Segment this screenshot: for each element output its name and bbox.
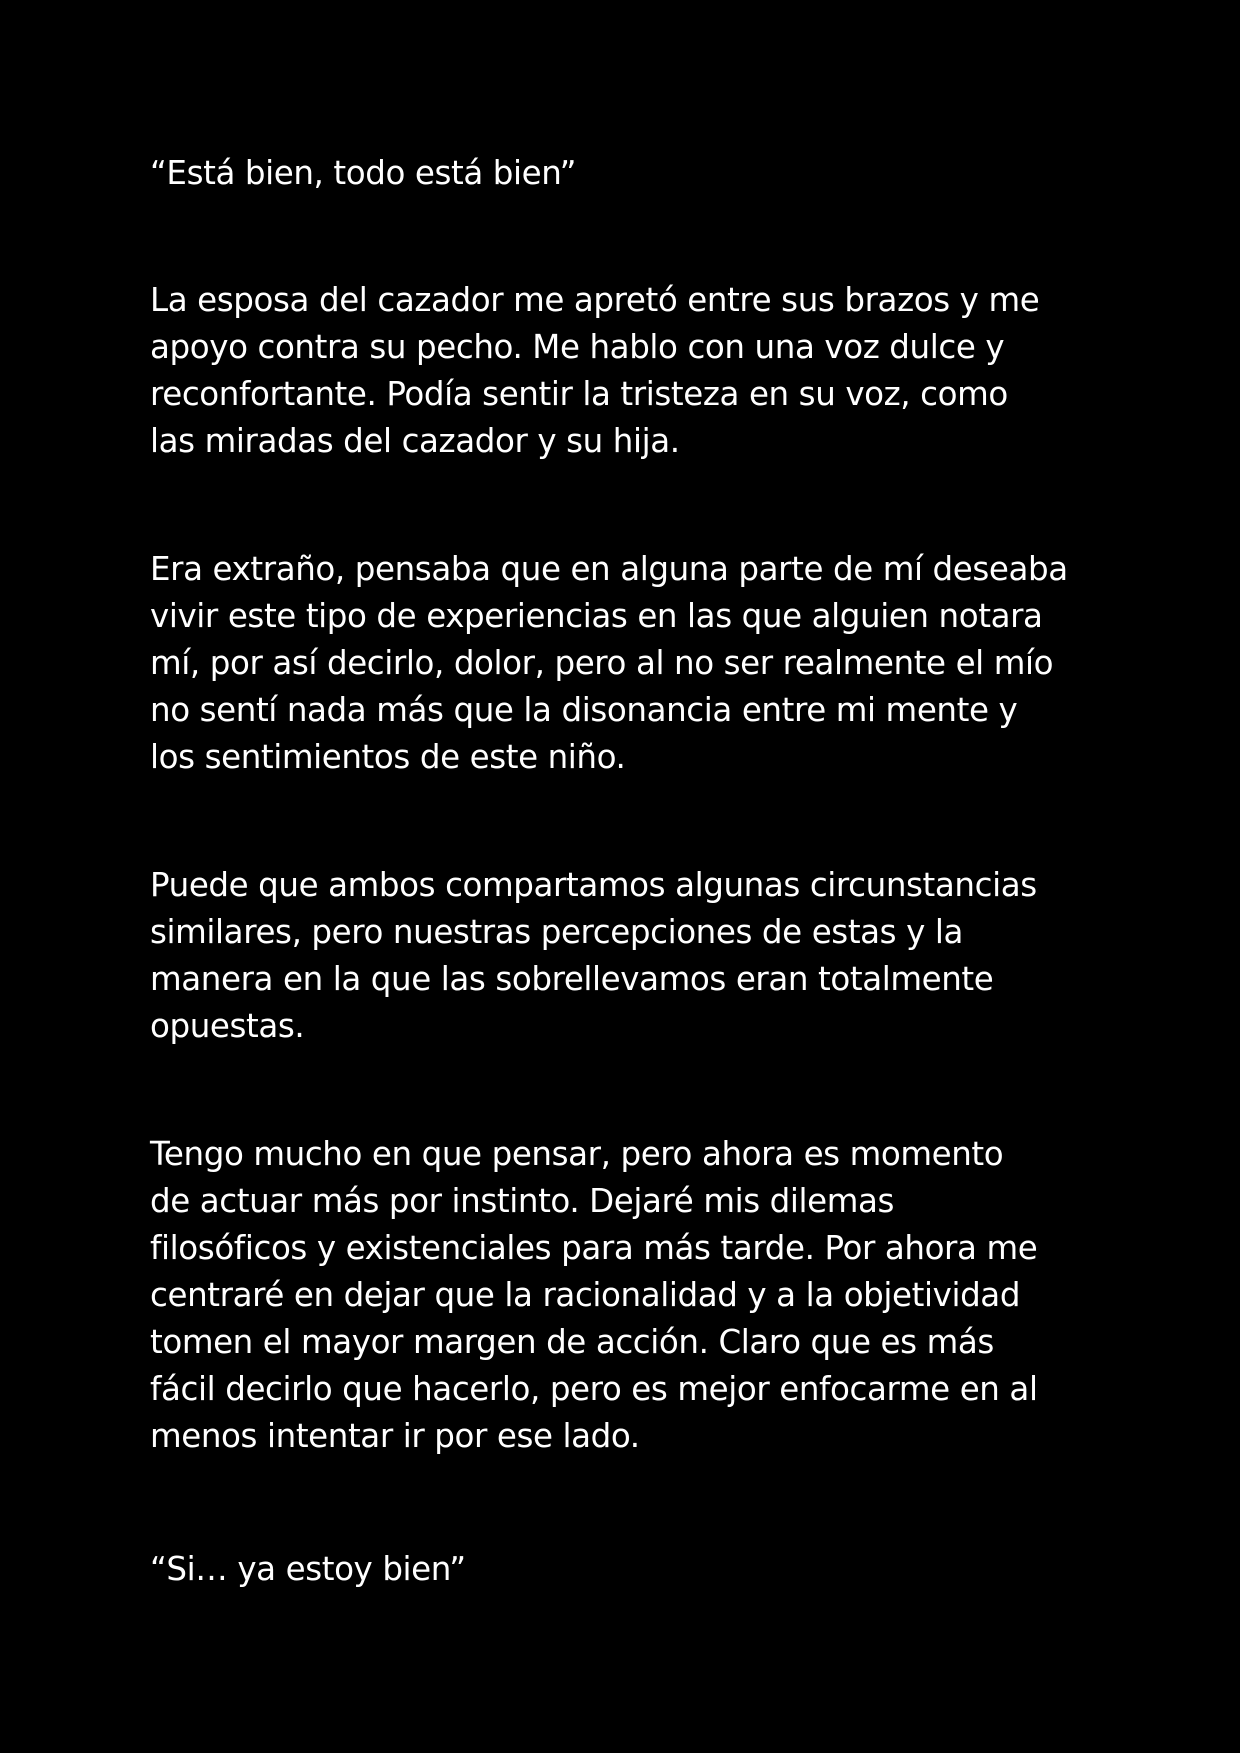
text-line: menos intentar ir por ese lado.: [150, 1417, 640, 1455]
text-line: tomen el mayor margen de acción. Claro que es más: [150, 1323, 994, 1361]
text-line: manera en la que las sobrellevamos eran totalmente: [150, 960, 994, 998]
text-line: Puede que ambos compartamos algunas circunstancias: [150, 866, 1037, 904]
narrative-paragraph: [150, 277, 1100, 465]
dialogue-paragraph: [150, 150, 1100, 197]
text-line: apoyo contra su pecho. Me hablo con una voz dulce y: [150, 328, 1005, 366]
text-line: similares, pero nuestras percepciones de estas y la: [150, 913, 964, 951]
dialogue-paragraph: [150, 1546, 1100, 1593]
narrative-paragraph: [150, 862, 1100, 1050]
text-line: Era extraño, pensaba que en alguna parte de mí deseaba: [150, 550, 1068, 588]
text-line: reconfortante. Podía sentir la tristeza en su voz, como: [150, 375, 1008, 413]
text-line: no sentí nada más que la disonancia entre mi mente y: [150, 691, 1018, 729]
text-line: opuestas.: [150, 1007, 305, 1045]
text-line: “Está bien, todo está bien”: [150, 154, 577, 192]
text-line: filosóficos y existenciales para más tarde. Por ahora me: [150, 1229, 1038, 1267]
text-line: los sentimientos de este niño.: [150, 738, 626, 776]
text-line: La esposa del cazador me apretó entre sus brazos y me: [150, 281, 1040, 319]
text-line: mí, por así decirlo, dolor, pero al no ser realmente el mío: [150, 644, 1054, 682]
text-line: vivir este tipo de experiencias en las que alguien notara: [150, 597, 1043, 635]
narrative-paragraph: [150, 546, 1100, 781]
text-line: centraré en dejar que la racionalidad y a la objetividad: [150, 1276, 1021, 1314]
text-line: Tengo mucho en que pensar, pero ahora es momento: [150, 1135, 1004, 1173]
text-line: fácil decirlo que hacerlo, pero es mejor enfocarme en al: [150, 1370, 1038, 1408]
text-line: de actuar más por instinto. Dejaré mis dilemas: [150, 1182, 895, 1220]
text-line: las miradas del cazador y su hija.: [150, 422, 680, 460]
text-line: “Si… ya estoy bien”: [150, 1550, 466, 1588]
narrative-paragraph: [150, 1131, 1100, 1460]
